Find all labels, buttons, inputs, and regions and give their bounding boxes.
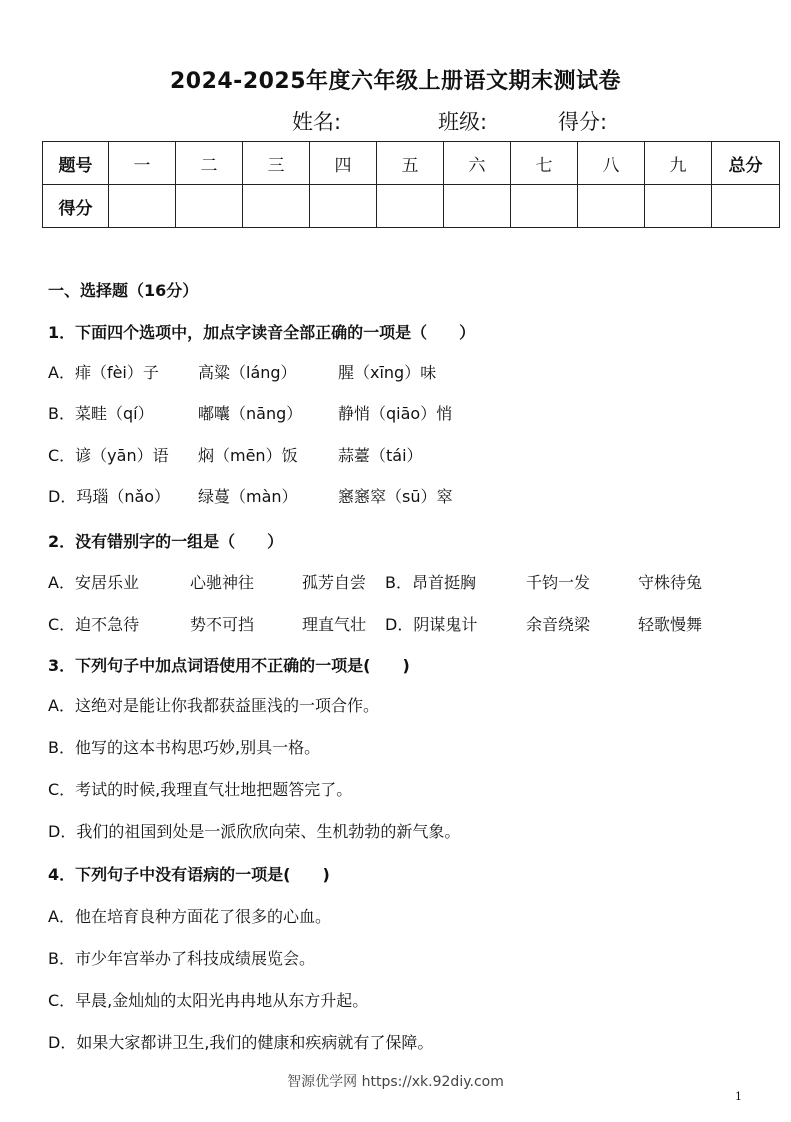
option-cell: 蒜薹（tái） — [338, 446, 423, 465]
header-cell: 题号 — [43, 142, 109, 185]
score-table-score-row — [43, 185, 780, 228]
option-cell: 理直气壮 — [302, 615, 367, 634]
footer-watermark: 智源优学网 https://xk.92diy.com — [287, 1074, 504, 1090]
option-cell: B．昂首挺胸 — [385, 573, 476, 592]
name-label: 姓名: — [292, 110, 342, 134]
option-cell: C．谚（yān）语 — [48, 446, 169, 465]
score-cell — [310, 185, 377, 228]
option-cell: D．阴谋鬼计 — [385, 615, 478, 634]
option-cell: 孤芳自尝 — [302, 573, 367, 592]
question-3-stem: 3．下列句子中加点词语使用不正确的一项是( ) — [48, 656, 410, 675]
question-4-option-b: B．市少年宫举办了科技成绩展览会。 — [48, 949, 315, 968]
header-cell: 四 — [310, 142, 377, 185]
header-cell: 九 — [645, 142, 712, 185]
option-cell: 嘟囔（nāng） — [198, 404, 303, 423]
question-4-option-d: D．如果大家都讲卫生,我们的健康和疾病就有了保障。 — [48, 1033, 434, 1052]
score-cell — [109, 185, 176, 228]
option-cell: 绿蔓（màn） — [198, 487, 298, 506]
option-cell: B．菜畦（qí） — [48, 404, 154, 423]
question-3-option-c: C．考试的时候,我理直气壮地把题答完了。 — [48, 780, 353, 799]
page-number: 1 — [735, 1090, 742, 1103]
score-cell — [578, 185, 645, 228]
option-cell: 余音绕梁 — [526, 615, 591, 634]
option-cell: A．痱（fèi）子 — [48, 363, 159, 382]
header-cell: 三 — [243, 142, 310, 185]
score-cell — [176, 185, 243, 228]
header-cell: 七 — [511, 142, 578, 185]
score-table — [42, 141, 780, 228]
option-cell: 高粱（láng） — [198, 363, 297, 382]
header-cell: 六 — [444, 142, 511, 185]
option-cell: A．安居乐业 — [48, 573, 139, 592]
question-3-option-d: D．我们的祖国到处是一派欣欣向荣、生机勃勃的新气象。 — [48, 822, 461, 841]
option-cell: 轻歌慢舞 — [638, 615, 703, 634]
question-4-option-c: C．早晨,金灿灿的太阳光冉冉地从东方升起。 — [48, 991, 369, 1010]
score-cell — [444, 185, 511, 228]
score-cell — [511, 185, 578, 228]
header-cell: 五 — [377, 142, 444, 185]
page-title: 2024-2025年度六年级上册语文期末测试卷 — [169, 69, 622, 94]
header-cell: 二 — [176, 142, 243, 185]
option-cell: 守株待兔 — [638, 573, 703, 592]
score-table-header-row — [43, 142, 780, 185]
score-cell — [243, 185, 310, 228]
header-cell: 八 — [578, 142, 645, 185]
header-cell: 一 — [109, 142, 176, 185]
option-cell: C．迫不急待 — [48, 615, 140, 634]
score-cell — [377, 185, 444, 228]
option-cell: 千钧一发 — [526, 573, 591, 592]
question-1-stem: 1．下面四个选项中，加点字读音全部正确的一项是（ ） — [48, 323, 476, 342]
score-cell — [645, 185, 712, 228]
score-cell — [712, 185, 780, 228]
option-cell: 腥（xīng）味 — [338, 363, 437, 382]
option-cell: 焖（mēn）饭 — [198, 446, 298, 465]
score-label: 得分: — [558, 110, 608, 134]
question-4-stem: 4．下列句子中没有语病的一项是( ) — [48, 865, 330, 884]
question-3-option-a: A．这绝对是能让你我都获益匪浅的一项合作。 — [48, 696, 379, 715]
section-heading: 一、选择题（16分） — [48, 281, 199, 300]
question-3-option-b: B．他写的这本书构思巧妙,别具一格。 — [48, 738, 321, 757]
question-2-stem: 2．没有错别字的一组是（ ） — [48, 532, 284, 551]
option-cell: 心驰神往 — [190, 573, 255, 592]
question-4-option-a: A．他在培育良种方面花了很多的心血。 — [48, 907, 331, 926]
row-label-cell: 得分 — [43, 185, 109, 228]
option-cell: 静悄（qiāo）悄 — [338, 404, 453, 423]
option-cell: D．玛瑙（nǎo） — [48, 487, 171, 506]
header-cell: 总分 — [712, 142, 780, 185]
class-label: 班级: — [438, 110, 488, 134]
option-cell: 窸窸窣（sū）窣 — [338, 487, 453, 506]
option-cell: 势不可挡 — [190, 615, 255, 634]
